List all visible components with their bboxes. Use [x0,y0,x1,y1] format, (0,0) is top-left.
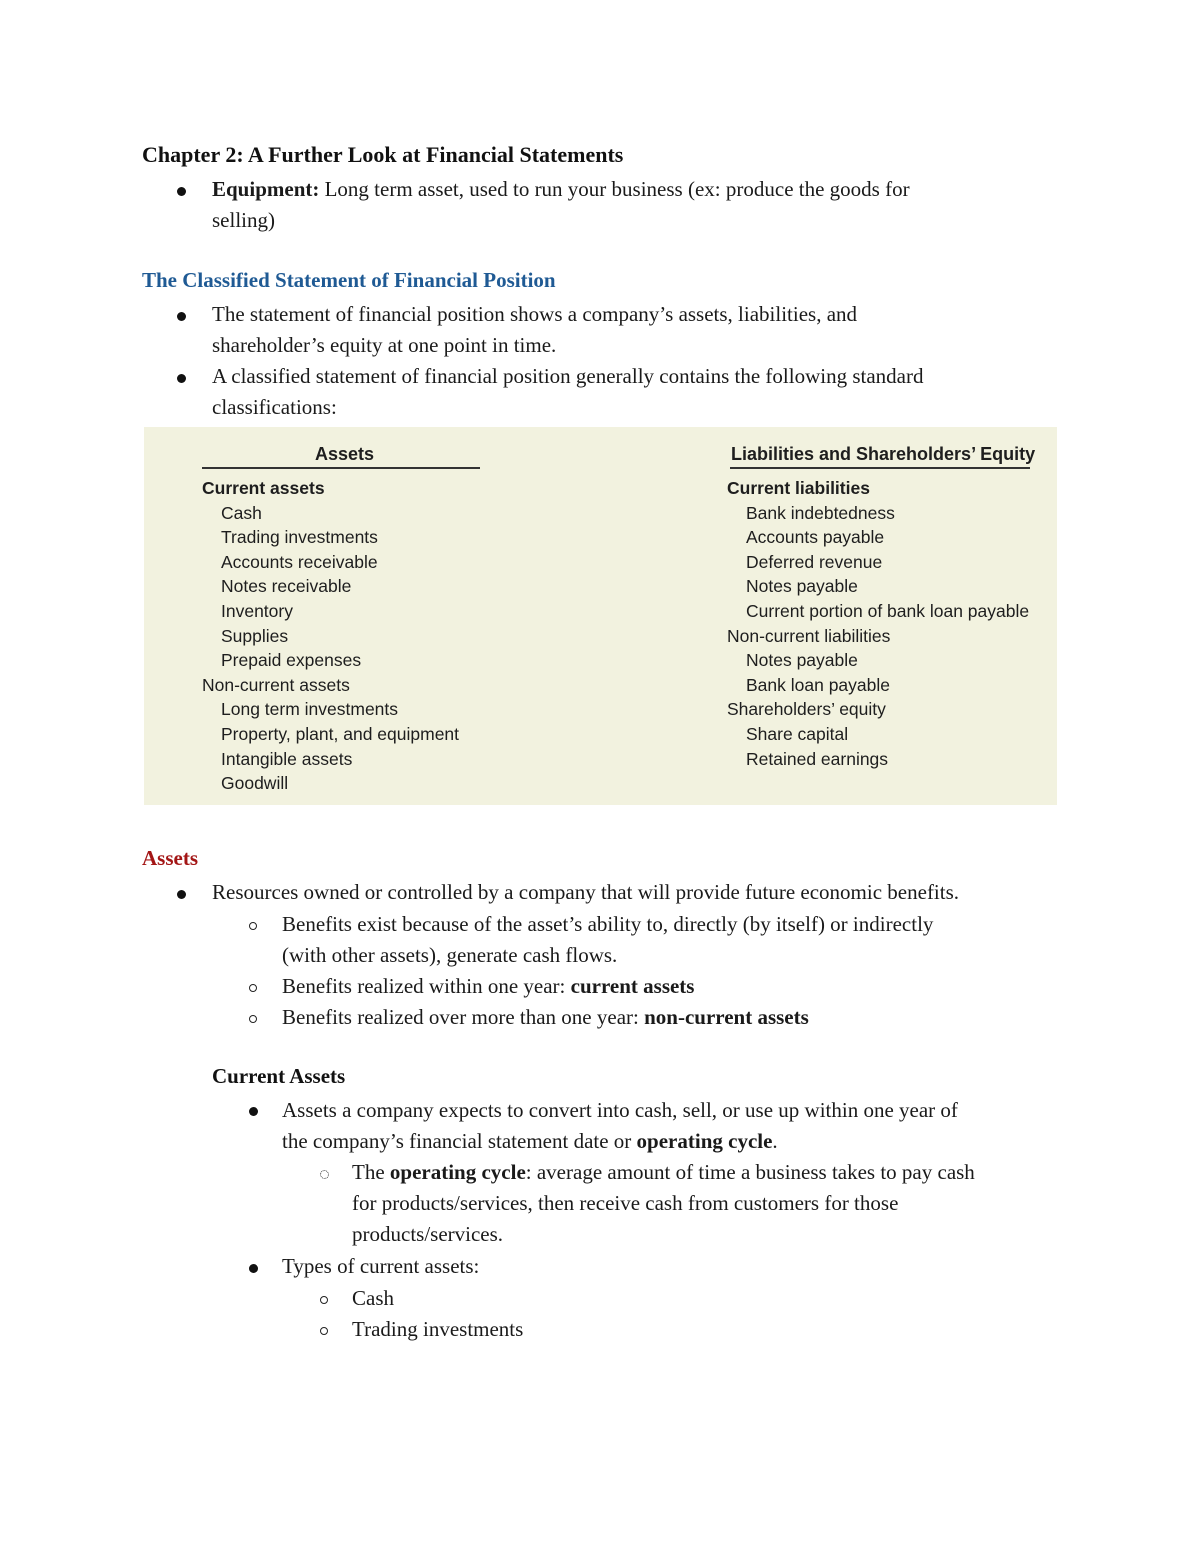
bullet-dot [249,1264,258,1273]
equipment-line-2: selling) [212,208,275,232]
table-item: Supplies [221,625,289,646]
table-item: Deferred revenue [746,551,883,572]
current-assets-bullet-1-line-1: Assets a company expects to convert into cash, sell, or use up within one year of [282,1098,958,1122]
equipment-line-1 [212,174,910,205]
table-item: Notes payable [746,650,858,671]
oc-bold: operating cycle [389,1160,526,1184]
assets-sub-2-bold: current assets [570,974,695,998]
table-item: Accounts payable [746,527,885,548]
operating-cycle-line-3: products/services. [352,1222,504,1246]
table-item: Shareholders’ equity [727,699,886,720]
oc-pre: The [352,1160,390,1184]
sub-bullet-circle [249,984,257,992]
table-item: Share capital [746,724,849,744]
table-item: Cash [221,502,262,523]
table-item: Retained earnings [746,748,889,769]
table-item: Current liabilities [727,478,870,498]
table-item: Current portion of bank loan payable [746,601,1030,621]
assets-sub-1-line-1: Benefits exist because of the asset’s ability to, directly (by itself) or indirectly [282,912,934,936]
subsection-heading-current-assets: Current Assets [212,1064,346,1088]
table-item: Bank loan payable [746,674,890,695]
table-item: Non-current liabilities [727,625,891,646]
current-assets-bullet-2: Types of current assets: [282,1254,480,1278]
bullet-dot [177,890,186,899]
classified-bullet-1-line-1: The statement of financial position shows a company’s assets, liabilities, and [212,302,858,326]
bullet-dot [177,187,186,196]
table-item: Trading investments [221,527,378,548]
current-asset-type-trading-investments: Trading investments [352,1317,524,1341]
table-item: Long term investments [221,699,399,720]
classified-bullet-2-line-2: classifications: [212,395,337,419]
assets-column-title: Assets [315,444,375,464]
bullet-dot [177,374,186,383]
ca-b1-text: the company’s financial statement date or [282,1129,637,1153]
assets-bullet-1: Resources owned or controlled by a company that will provide future economic benefits. [212,880,960,904]
page-title: Chapter 2: A Further Look at Financial Statements [142,142,624,167]
table-item: Non-current assets [202,674,350,695]
table-item: Bank indebtedness [746,502,895,523]
bullet-dot [177,312,186,321]
table-item: Current assets [202,478,325,498]
bullet-dot [249,1107,258,1116]
sub-sub-bullet-circle [320,1170,329,1179]
section-heading-assets: Assets [142,846,198,870]
equipment-label: Equipment: [212,177,320,201]
assets-sub-2-text: Benefits realized within one year: [282,974,571,998]
current-asset-type-cash: Cash [352,1286,394,1310]
table-item: Property, plant, and equipment [221,724,460,744]
ca-b1-end: . [772,1129,778,1153]
liabilities-column-title: Liabilities and Shareholders’ Equity [731,444,1036,464]
sub-bullet-circle [320,1296,328,1304]
sub-bullet-circle [320,1327,328,1335]
equipment-text: Long term asset, used to run your business (ex: produce the goods for [319,177,910,201]
liabilities-title-rule [730,467,1030,469]
section-heading-classified: The Classified Statement of Financial Position [142,268,556,292]
operating-cycle-line-2: for products/services, then receive cash from customers for those [352,1191,899,1215]
table-item: Inventory [221,601,293,621]
classified-bullet-2-line-1: A classified statement of financial position generally contains the following standard [212,364,924,388]
assets-title-rule [202,467,480,469]
table-item: Notes receivable [221,576,352,597]
classified-bullet-1-line-2: shareholder’s equity at one point in time. [212,333,557,357]
assets-sub-3 [282,1002,809,1033]
table-item: Intangible assets [221,748,353,769]
table-item: Prepaid expenses [221,650,362,671]
assets-sub-1-line-2: (with other assets), generate cash flows. [282,943,618,967]
sub-bullet-circle [249,1015,257,1023]
classified-statement-table [144,427,1057,805]
table-item: Notes payable [746,576,858,597]
assets-sub-3-bold: non-current assets [644,1005,809,1029]
operating-cycle-line-1 [352,1157,975,1188]
ca-b1-bold: operating cycle [636,1129,773,1153]
assets-sub-3-text: Benefits realized over more than one year: [282,1005,645,1029]
table-item: Goodwill [221,773,289,794]
table-item: Accounts receivable [221,551,378,572]
sub-bullet-circle [249,922,257,930]
oc-rest: : average amount of time a business takes to pay cash [525,1160,975,1184]
assets-sub-2 [282,971,694,1002]
current-assets-bullet-1-line-2 [282,1126,778,1157]
